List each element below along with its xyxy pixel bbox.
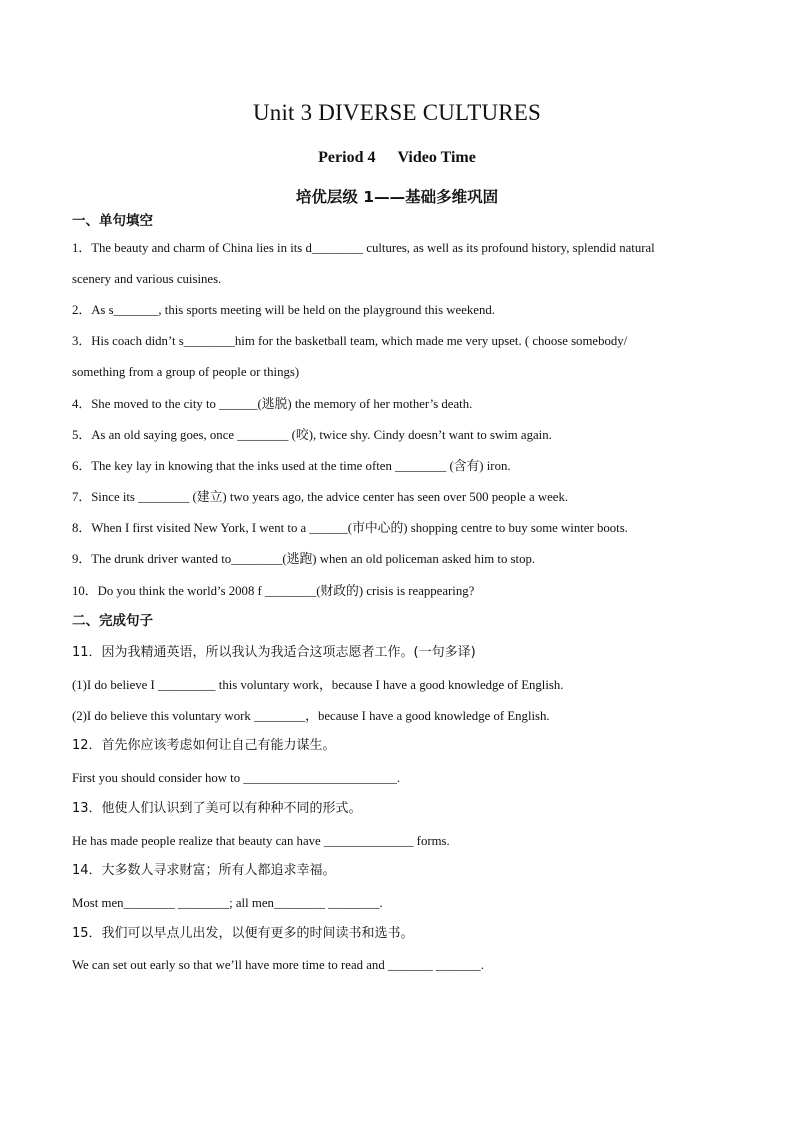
exercise-line: First you should consider how to ________________________. (72, 771, 401, 785)
exercise-line: 1．The beauty and charm of China lies in its d________ cultures, as well as its profound history, splendid natural (72, 241, 655, 255)
exercise-line: 7．Since its ________ (建立) two years ago, the advice center has seen over 500 people a week. (72, 490, 569, 504)
page-title: Unit 3 DIVERSE CULTURES (252, 100, 542, 125)
section2-heading: 二、完成句子 (72, 613, 153, 629)
level-heading: 培优层级 1——基础多维巩固 (295, 188, 499, 206)
exercise-line: Most men________ ________; all men________ ________. (72, 896, 383, 910)
exercise-line: scenery and various cuisines. (72, 272, 222, 286)
exercise-line: something from a group of people or things) (72, 365, 300, 379)
period-label: Period 4 (318, 149, 376, 166)
exercise-line: 10．Do you think the world’s 2008 f ________(财政的) crisis is reappearing? (72, 584, 475, 598)
exercise-line: 11．因为我精通英语，所以我认为我适合这项志愿者工作。(一句多译) (72, 645, 476, 660)
exercise-line: (1)I do believe I _________ this voluntary work，because I have a good knowledge of English. (72, 678, 564, 692)
exercise-line: 12．首先你应该考虑如何让自己有能力谋生。 (72, 738, 336, 753)
exercise-line: 14．大多数人寻求财富；所有人都追求幸福。 (72, 863, 336, 878)
period-subtitle (0, 149, 794, 167)
exercise-line: We can set out early so that we’ll have more time to read and _______ _______. (72, 958, 484, 972)
exercise-line: 8．When I first visited New York, I went to a ______(市中心的) shopping centre to buy some winter boots. (72, 521, 628, 535)
exercise-line: 15．我们可以早点儿出发，以便有更多的时间读书和选书。 (72, 926, 414, 941)
exercise-line: 3．His coach didn’t s________him for the basketball team, which made me very upset. ( choose somebody/ (72, 334, 628, 348)
section1-heading: 一、单句填空 (72, 213, 153, 229)
exercise-line: 13．他使人们认识到了美可以有种种不同的形式。 (72, 801, 362, 816)
exercise-line: (2)I do believe this voluntary work ________，because I have a good knowledge of English. (72, 709, 550, 723)
exercise-line: 9．The drunk driver wanted to________(逃跑) when an old policeman asked him to stop. (72, 552, 536, 566)
exercise-line: 2．As s_______, this sports meeting will be held on the playground this weekend. (72, 303, 495, 317)
exercise-line: He has made people realize that beauty can have ______________ forms. (72, 834, 450, 848)
period-name: Video Time (397, 149, 476, 166)
exercise-line: 5．As an old saying goes, once ________ (咬), twice shy. Cindy doesn’t want to swim again. (72, 428, 552, 442)
exercise-line: 6．The key lay in knowing that the inks used at the time often ________ (含有) iron. (72, 459, 511, 473)
exercise-line: 4．She moved to the city to ______(逃脱) the memory of her mother’s death. (72, 397, 473, 411)
